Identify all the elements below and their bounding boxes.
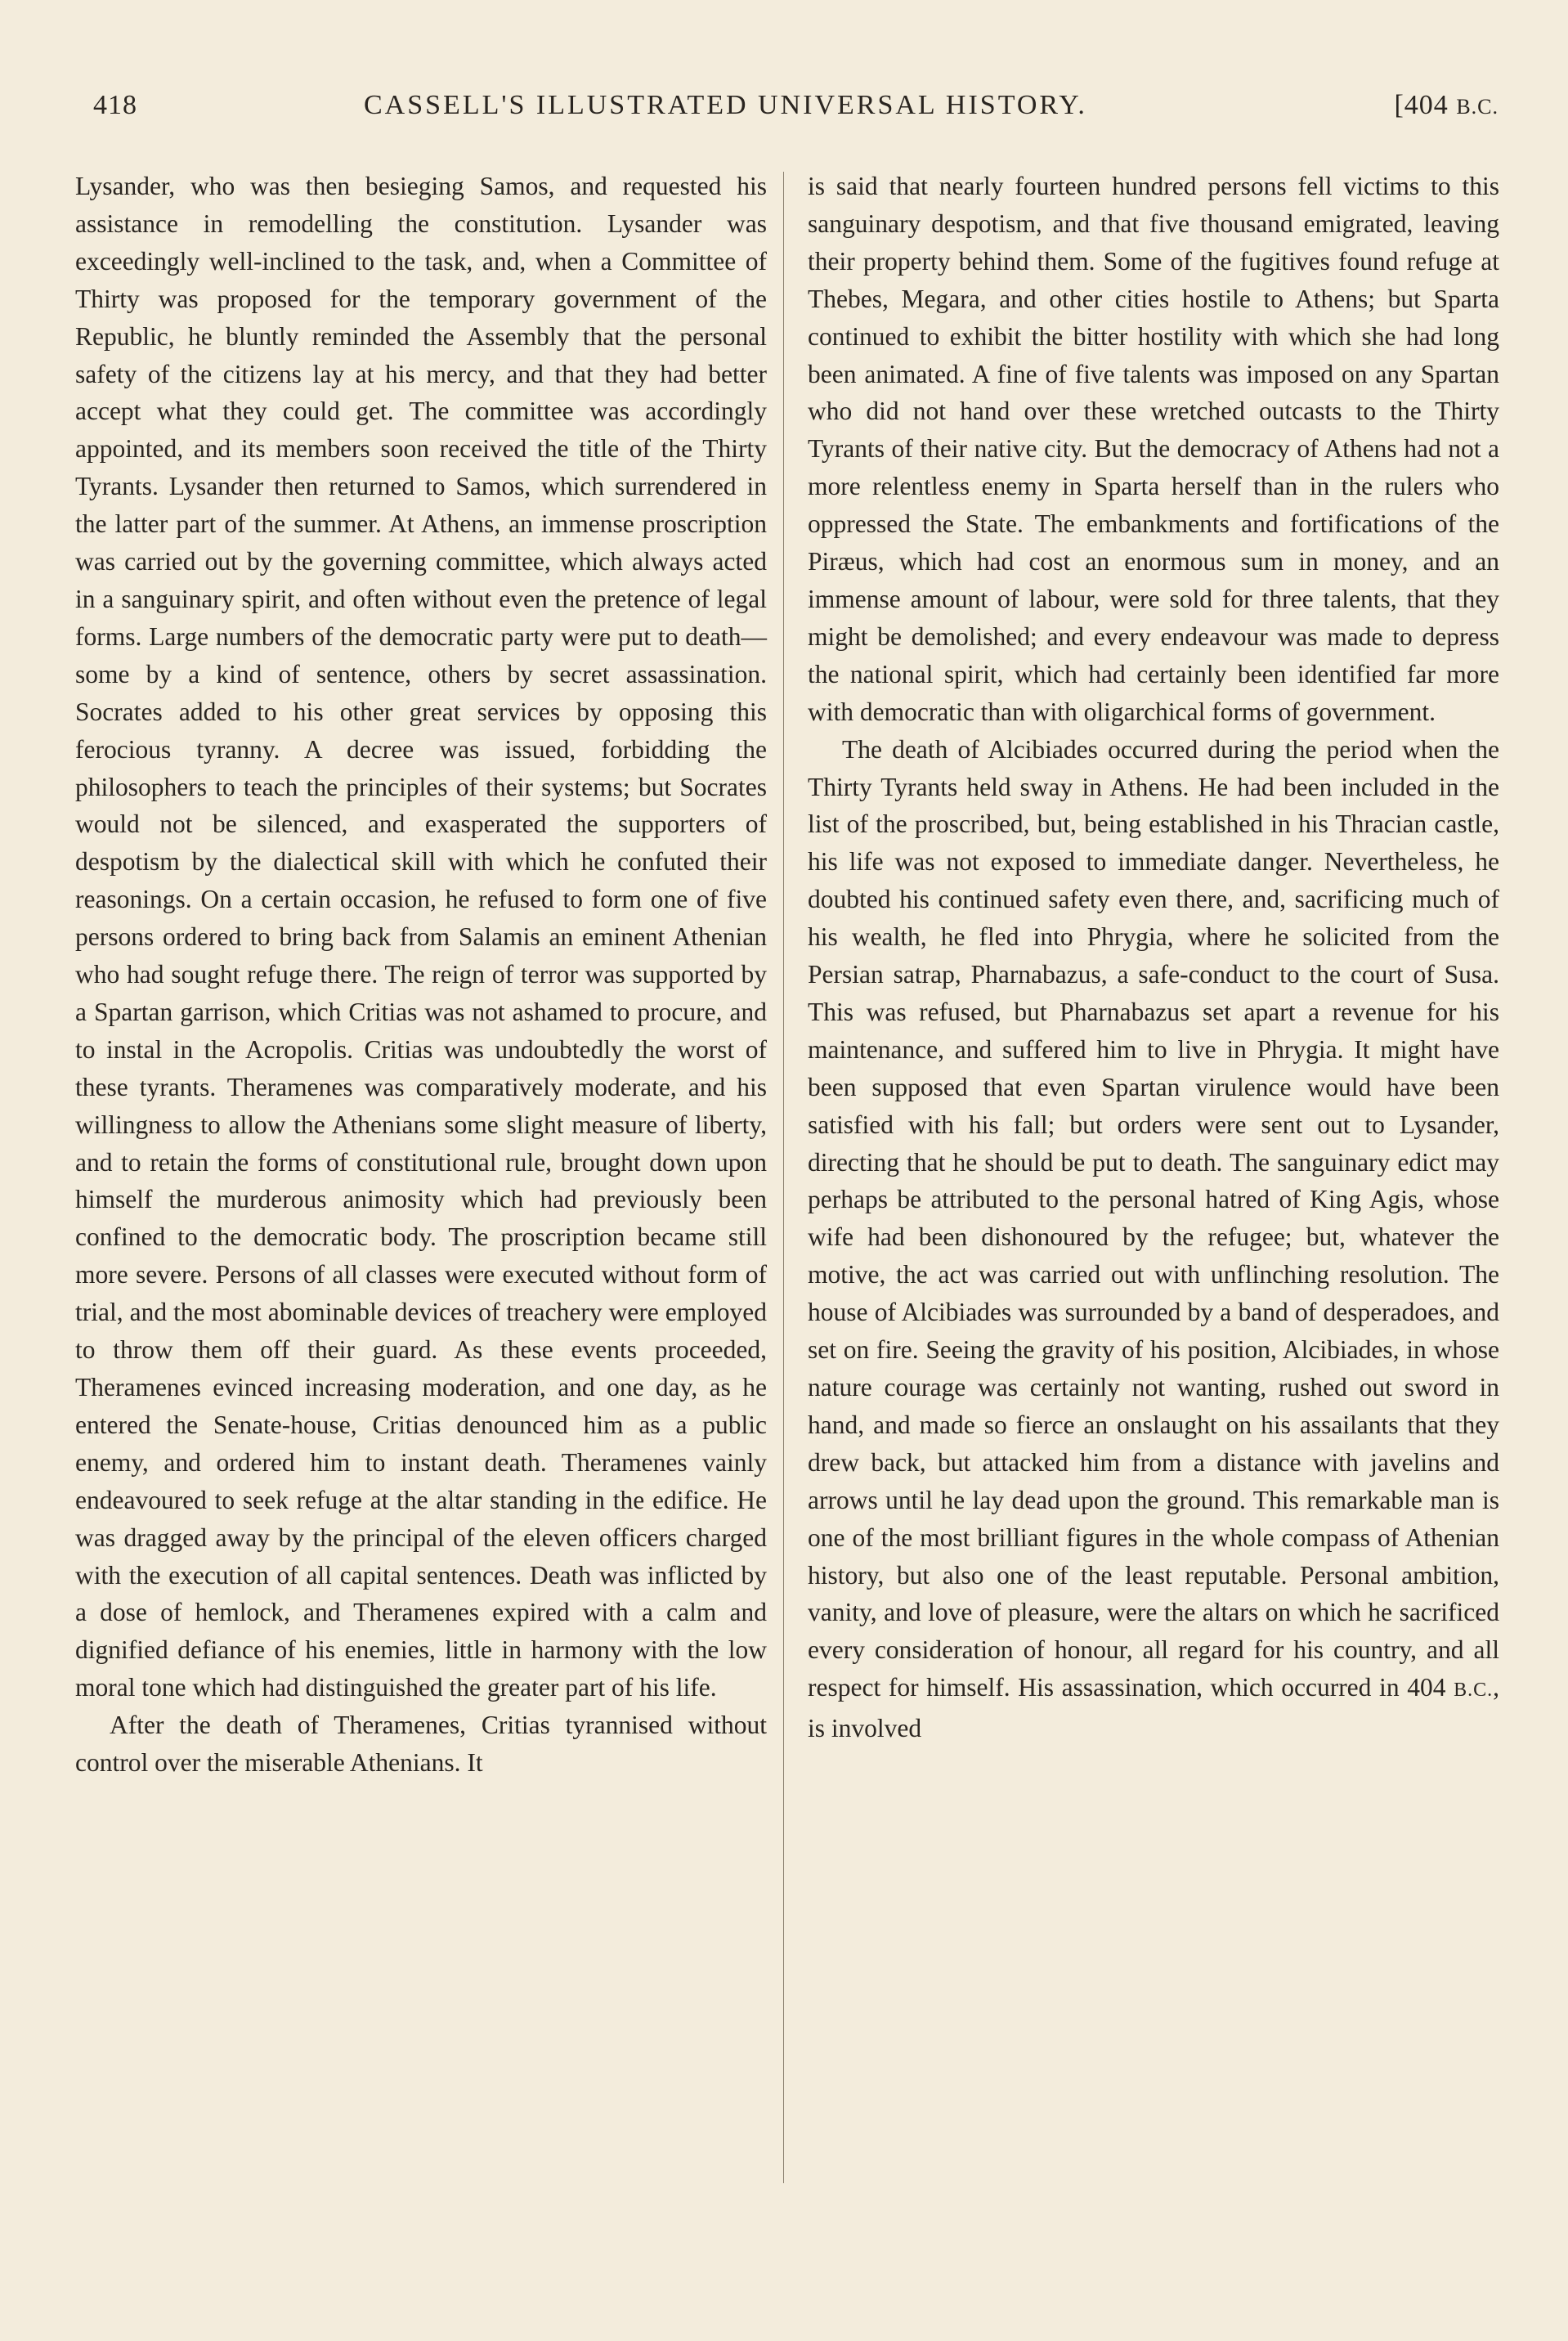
date-marker xyxy=(1394,90,1499,121)
left-paragraph-2: After the death of Theramenes, Critias tyrannised without control over the miserable Athenians. It xyxy=(75,1711,767,1778)
right-paragraph-2-era: B.C. xyxy=(1454,1680,1494,1702)
left-paragraph-1: Lysander, who was then besieging Samos, and requested his assistance in remodelling the constitution. Lysander was exceedingly well-inclined to the task, and, when a Committee of Thirty was proposed for the temporary government of the Republic, he bluntly reminded the Assembly that the personal safety of the citizens lay at his mercy, and that they had better accept what they could get. The committee was accordingly appointed, and its members soon received the title of the Thirty Tyrants. Lysander then returned to Samos, which surrendered in the latter part of the summer. At Athens, an immense proscription was carried out by the governing committee, which always acted in a sanguinary spirit, and often without even the pretence of legal forms. Large numbers of the democratic party were put to death—some by a kind of sentence, others by secret assassination. Socrates added to his other great services by opposing this ferocious tyranny. A decree was issued, forbidding the philosophers to teach the principles of their systems; but Socrates would not be silenced, and exasperated the supporters of despotism by the dialectical skill with which he confuted their reasonings. On a certain occasion, he refused to form one of five persons ordered to bring back from Salamis an eminent Athenian who had sought refuge there. The reign of terror was supported by a Spartan garrison, which Critias was not ashamed to procure, and to instal in the Acropolis. Critias was undoubtedly the worst of these tyrants. Theramenes was comparatively moderate, and his willingness to allow the Athenians some slight measure of liberty, and to retain the forms of constitutional rule, brought down upon himself the murderous animosity which had previously been confined to the democratic body. The proscription became still more severe. Persons of all classes were executed without form of trial, and the most abominable devices of treachery were employed to throw them off their guard. As these events proceeded, Theramenes evinced increasing moderation, and one day, as he entered the Senate-house, Critias denounced him as a public enemy, and ordered him to instant death. Theramenes vainly endeavoured to seek refuge at the altar standing in the edifice. He was dragged away by the principal of the eleven officers charged with the execution of all capital sentences. Death was inflicted by a dose of hemlock, and Theramenes expired with a calm and dignified defiance of his enemies, little in harmony with the low moral tone which had distinguished the greater part of his life. xyxy=(75,172,767,1702)
right-paragraph-2-tail: , is involved xyxy=(808,1673,1500,1743)
right-paragraph-2 xyxy=(808,731,1499,1747)
column-divider xyxy=(783,172,784,2183)
right-column xyxy=(808,168,1499,1747)
page-header xyxy=(88,85,1499,134)
left-column xyxy=(75,168,767,1782)
running-title: CASSELL'S ILLUSTRATED UNIVERSAL HISTORY. xyxy=(364,90,1087,120)
date-bracket: [404 xyxy=(1394,90,1449,120)
date-era: B.C. xyxy=(1456,95,1499,119)
right-paragraph-2-main: The death of Alcibiades occurred during the period when the Thirty Tyrants held sway in Athens. He had been included in the list of the proscribed, but, being established in his Thracian castle, his life was not exposed to immediate danger. Nevertheless, he doubted his continued safety even there, and, sacrificing much of his wealth, he fled into Phrygia, where he solicited from the Persian satrap, Pharnabazus, a safe-conduct to the court of Susa. This was refused, but Pharnabazus set apart a revenue for his maintenance, and suffered him to live in Phrygia. It might have been supposed that even Spartan virulence would have been satisfied with his fall; but orders were sent out to Lysander, directing that he should be put to death. The sanguinary edict may perhaps be attributed to the personal hatred of King Agis, whose wife had been dishonoured by the refugee; but, whatever the motive, the act was carried out with unflinching resolution. The house of Alcibiades was surrounded by a band of desperadoes, and set on fire. Seeing the gravity of his position, Alcibiades, in whose nature courage was certainly not wanting, rushed out sword in hand, and made so fierce an onslaught on his assailants that they drew back, but attacked him from a distance with javelins and arrows until he lay dead upon the ground. This remarkable man is one of the most brilliant figures in the whole compass of Athenian history, but also one of the least reputable. Personal ambition, vanity, and love of pleasure, were the altars on which he sacrificed every consideration of honour, all regard for his country, and all respect for himself. His assassination, which occurred in 404 xyxy=(808,734,1499,1702)
right-paragraph-1: is said that nearly fourteen hundred persons fell victims to this sanguinary despotism, and that five thousand emigrated, leaving their property behind them. Some of the fugitives found refuge at Thebes, Megara, and other cities hostile to Athens; but Sparta continued to exhibit the bitter hostility with which she had long been animated. A fine of five talents was imposed on any Spartan who did not hand over these wretched outcasts to the Thirty Tyrants of their native city. But the democracy of Athens had not a more relentless enemy in Sparta herself than in the rulers who oppressed the State. The embankments and fortifications of the Piræus, which had cost an enormous sum in money, and an immense amount of labour, were sold for three talents, that they might be demolished; and every endeavour was made to depress the national spirit, which had certainly been identified far more with democratic than with oligarchical forms of government. xyxy=(808,172,1499,726)
page-number: 418 xyxy=(93,90,137,120)
